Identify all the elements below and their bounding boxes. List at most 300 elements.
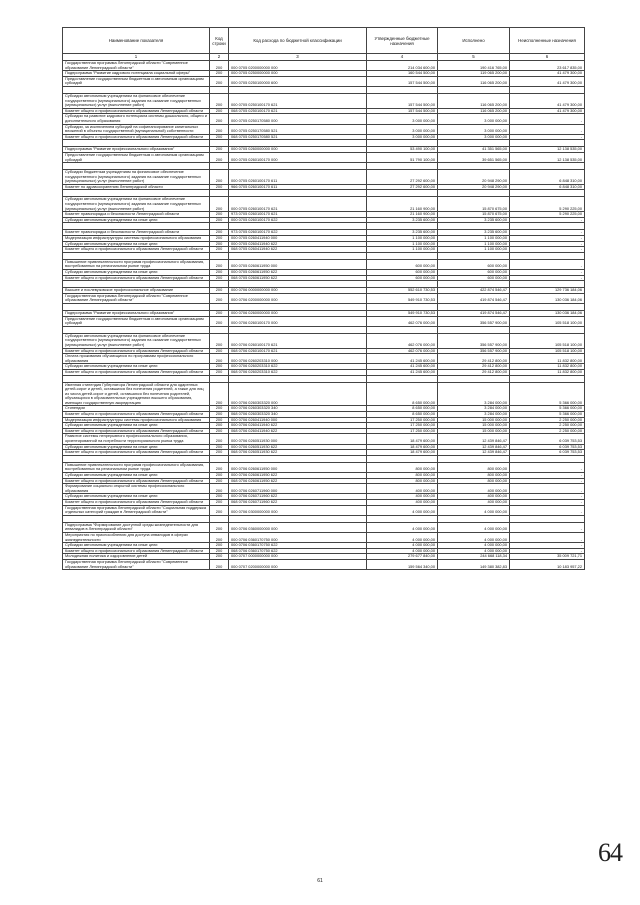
- row-code-cell: 200: [210, 293, 229, 303]
- row-unexecuted-cell: 6 039 753,53: [510, 444, 585, 450]
- spacer-row: [63, 455, 585, 462]
- row-code-cell: 200: [210, 559, 229, 569]
- spacer-cell: [438, 375, 510, 382]
- row-kbk-cell: 000 0706 0260711960 000: [229, 484, 367, 494]
- row-approved-cell: 600 000,00: [367, 270, 438, 276]
- row-code-cell: 200: [210, 288, 229, 294]
- row-executed-cell: 4 000 000,00: [438, 532, 510, 542]
- spacer-cell: [229, 326, 367, 333]
- row-executed-cell: 3 284 000,00: [438, 406, 510, 412]
- row-code-cell: 200: [210, 478, 229, 484]
- row-code-cell: 200: [210, 134, 229, 140]
- column-number: 2: [210, 54, 229, 61]
- row-code-cell: 200: [210, 417, 229, 423]
- column-number: 1: [63, 54, 210, 61]
- spacer-cell: [229, 86, 367, 93]
- row-approved-cell: 21 160 900,00: [367, 212, 438, 218]
- column-number: 5: [438, 54, 510, 61]
- row-approved-cell: 800 000,00: [367, 478, 438, 484]
- table-row: [63, 559, 585, 569]
- row-executed-cell: 15 000 000,00: [438, 423, 510, 429]
- row-code-cell: 200: [210, 382, 229, 406]
- row-code-cell: 200: [210, 108, 229, 114]
- row-approved-cell: 549 910 730,53: [367, 310, 438, 316]
- spacer-cell: [210, 140, 229, 147]
- spacer-cell: [210, 375, 229, 382]
- spacer-cell: [510, 326, 585, 333]
- row-kbk-cell: 000 0707 0200000000 000: [229, 559, 367, 569]
- row-name-cell: Предоставление государственным бюджетным и автономным организациям субсидий: [63, 152, 210, 162]
- row-approved-cell: 462 076 000,00: [367, 348, 438, 354]
- spacer-cell: [367, 375, 438, 382]
- row-code-cell: 200: [210, 170, 229, 185]
- row-approved-cell: 600 000,00: [367, 259, 438, 269]
- spacer-cell: [438, 140, 510, 147]
- row-approved-cell: 18 479 600,00: [367, 444, 438, 450]
- row-name-cell: Молодежная политика и оздоровление детей: [63, 554, 210, 560]
- row-approved-cell: 4 000 000,00: [367, 505, 438, 515]
- row-kbk-cell: 000 0706 0260100170 000: [229, 316, 367, 326]
- row-unexecuted-cell: 41 479 300,00: [510, 108, 585, 114]
- row-unexecuted-cell: 41 479 300,00: [510, 93, 585, 108]
- row-approved-cell: 4 000 000,00: [367, 522, 438, 532]
- row-executed-cell: 149 380 382,83: [438, 559, 510, 569]
- row-unexecuted-cell: 129 736 184,06: [510, 288, 585, 294]
- table-row: [63, 170, 585, 185]
- row-approved-cell: 18 479 600,00: [367, 434, 438, 444]
- row-executed-cell: 20 948 290,00: [438, 170, 510, 185]
- row-executed-cell: 356 557 900,00: [438, 348, 510, 354]
- row-unexecuted-cell: 41 479 300,00: [510, 76, 585, 86]
- row-kbk-cell: 000 0706 0260611950 622: [229, 473, 367, 479]
- spacer-cell: [438, 515, 510, 522]
- row-name-cell: Государственная программа Ленинградской области "Современное образование Ленинградской области": [63, 559, 210, 569]
- row-name-cell: Субсидии бюджетным учреждениям на финансовое обеспечение государственного (муниципального) задания на оказание государственных (муниципальных) услуг (выполнение работ): [63, 170, 210, 185]
- row-name-cell: Подпрограмма "Развитие кадрового потенциала социальной сферы": [63, 71, 210, 77]
- table-row: [63, 532, 585, 542]
- row-unexecuted-cell: -: [510, 548, 585, 554]
- row-unexecuted-cell: -: [510, 499, 585, 505]
- spacer-row: [63, 140, 585, 147]
- table-row: [63, 484, 585, 494]
- row-unexecuted-cell: -: [510, 543, 585, 549]
- row-approved-cell: 4 000 000,00: [367, 543, 438, 549]
- row-unexecuted-cell: -: [510, 478, 585, 484]
- row-unexecuted-cell: 11 832 800,00: [510, 369, 585, 375]
- row-approved-cell: 17 250 000,00: [367, 417, 438, 423]
- row-executed-cell: 3 284 000,00: [438, 382, 510, 406]
- row-kbk-cell: 000 0705 0250000000 000: [229, 71, 367, 77]
- row-name-cell: Комитет общего и профессионального образования Ленинградской области: [63, 275, 210, 281]
- row-kbk-cell: 068 0705 0260411940 622: [229, 247, 367, 253]
- row-executed-cell: 29 412 800,00: [438, 354, 510, 364]
- spacer-cell: [367, 163, 438, 170]
- row-kbk-cell: 068 0706 0260203310 622: [229, 369, 367, 375]
- row-unexecuted-cell: -: [510, 259, 585, 269]
- row-kbk-cell: 000 0705 0260411940 622: [229, 241, 367, 247]
- row-executed-cell: 1 100 000,00: [438, 236, 510, 242]
- handwritten-page-stamp: 64: [598, 838, 622, 867]
- row-unexecuted-cell: 130 036 184,06: [510, 310, 585, 316]
- row-kbk-cell: 000 0706 0260511930 000: [229, 434, 367, 444]
- row-unexecuted-cell: 5 366 000,00: [510, 412, 585, 418]
- row-name-cell: Формирование социально открытой системы профессионального образования: [63, 484, 210, 494]
- spacer-cell: [367, 252, 438, 259]
- row-kbk-cell: 000 0706 0000000000 000: [229, 288, 367, 294]
- row-name-cell: Предоставление государственным бюджетным и автономным организациям субсидий: [63, 316, 210, 326]
- row-executed-cell: 800 000,00: [438, 462, 510, 472]
- row-approved-cell: 27 292 600,00: [367, 170, 438, 185]
- table-row: [63, 197, 585, 212]
- row-unexecuted-cell: 2 250 000,00: [510, 417, 585, 423]
- spacer-cell: [229, 455, 367, 462]
- row-unexecuted-cell: 12 138 535,00: [510, 147, 585, 153]
- spacer-cell: [367, 455, 438, 462]
- row-approved-cell: 4 000 000,00: [367, 532, 438, 542]
- row-kbk-cell: 000 0705 0200000000 000: [229, 61, 367, 71]
- row-name-cell: Государственная программа Ленинградской области "Современное образование Ленинградской области": [63, 293, 210, 303]
- row-name-cell: Субсидии автономным учреждениям на иные цели: [63, 473, 210, 479]
- row-name-cell: Государственная программа Ленинградской области "Социальная поддержка отдельных категорий граждан в Ленинградской области": [63, 505, 210, 515]
- row-name-cell: Подпрограмма "Формирование доступной среды жизнедеятельности для инвалидов в Ленинградской области": [63, 522, 210, 532]
- spacer-cell: [63, 375, 210, 382]
- row-unexecuted-cell: 6 848 310,00: [510, 184, 585, 190]
- row-code-cell: 200: [210, 532, 229, 542]
- row-executed-cell: 29 412 800,00: [438, 364, 510, 370]
- spacer-cell: [510, 252, 585, 259]
- spacer-cell: [438, 223, 510, 230]
- spacer-cell: [438, 163, 510, 170]
- row-name-cell: Субсидии на развитие кадрового потенциала системы дошкольного, общего и дополнительного образования: [63, 114, 210, 124]
- table-row: [63, 354, 585, 364]
- row-code-cell: 200: [210, 499, 229, 505]
- spacer-row: [63, 326, 585, 333]
- row-executed-cell: 3 235 600,00: [438, 217, 510, 223]
- spacer-cell: [510, 515, 585, 522]
- spacer-cell: [510, 281, 585, 288]
- table-row: [63, 316, 585, 326]
- row-name-cell: Развитие системы непрерывного профессионального образования, ориентированной на потребности территориального рынка труда: [63, 434, 210, 444]
- spacer-cell: [367, 326, 438, 333]
- table-row: [63, 293, 585, 303]
- row-executed-cell: 400 000,00: [438, 484, 510, 494]
- row-approved-cell: 800 000,00: [367, 462, 438, 472]
- row-approved-cell: 279 677 840,00: [367, 554, 438, 560]
- row-kbk-cell: 000 0705 0260100170 000: [229, 152, 367, 162]
- row-unexecuted-cell: -: [510, 124, 585, 134]
- spacer-cell: [367, 281, 438, 288]
- row-executed-cell: 20 948 290,00: [438, 184, 510, 190]
- row-kbk-cell: 000 0705 0260611950 622: [229, 270, 367, 276]
- spacer-cell: [63, 455, 210, 462]
- row-name-cell: Субсидии автономным учреждениям на иные цели: [63, 364, 210, 370]
- spacer-cell: [510, 163, 585, 170]
- spacer-cell: [210, 326, 229, 333]
- row-code-cell: 200: [210, 412, 229, 418]
- row-approved-cell: 8 650 000,00: [367, 412, 438, 418]
- row-code-cell: 200: [210, 93, 229, 108]
- spacer-cell: [210, 190, 229, 197]
- row-executed-cell: 4 000 000,00: [438, 505, 510, 515]
- row-code-cell: 200: [210, 354, 229, 364]
- row-kbk-cell: 068 0706 0260711960 622: [229, 499, 367, 505]
- row-name-cell: Субсидии автономным учреждениям на иные цели: [63, 494, 210, 500]
- row-executed-cell: 356 557 900,00: [438, 333, 510, 348]
- spacer-cell: [63, 326, 210, 333]
- row-kbk-cell: 000 0705 0260411940 000: [229, 236, 367, 242]
- row-name-cell: Именная стипендия Губернатора Ленинградской области для одаренных детей-сирот и детей, оставшихся без попечения родителей, а также для лиц из числа детей-сирот и детей, оставшихся без попечения родителей, обучающихся в образовательных учреждениях высшего образования, имеющих государственную аккредитацию: [63, 382, 210, 406]
- spacer-cell: [210, 281, 229, 288]
- page-number: 61: [317, 878, 323, 884]
- row-approved-cell: 400 000,00: [367, 484, 438, 494]
- row-code-cell: 200: [210, 423, 229, 429]
- row-kbk-cell: 000 0706 0360170750 622: [229, 543, 367, 549]
- row-kbk-cell: 973 0705 0260100170 622: [229, 230, 367, 236]
- spacer-cell: [438, 455, 510, 462]
- row-code-cell: 200: [210, 184, 229, 190]
- row-code-cell: 200: [210, 212, 229, 218]
- spacer-cell: [510, 303, 585, 310]
- row-approved-cell: 4 000 000,00: [367, 548, 438, 554]
- row-executed-cell: 422 874 546,47: [438, 288, 510, 294]
- row-approved-cell: 41 245 600,00: [367, 364, 438, 370]
- table-row: [63, 114, 585, 124]
- row-code-cell: 200: [210, 554, 229, 560]
- column-number-row: [63, 54, 585, 61]
- row-name-cell: Субсидии автономным учреждениям на иные цели: [63, 423, 210, 429]
- row-executed-cell: 116 065 200,00: [438, 76, 510, 86]
- spacer-row: [63, 190, 585, 197]
- row-kbk-cell: 000 0706 0360000000 000: [229, 522, 367, 532]
- spacer-cell: [229, 252, 367, 259]
- row-code-cell: 200: [210, 236, 229, 242]
- row-unexecuted-cell: 5 366 000,00: [510, 406, 585, 412]
- row-code-cell: 200: [210, 61, 229, 71]
- spacer-row: [63, 252, 585, 259]
- row-executed-cell: 600 000,00: [438, 270, 510, 276]
- row-name-cell: Комитет правопорядка и безопасности Ленинградской области: [63, 230, 210, 236]
- spacer-row: [63, 515, 585, 522]
- row-kbk-cell: 000 0705 0250170580 521: [229, 124, 367, 134]
- row-kbk-cell: 068 0706 0260100170 621: [229, 348, 367, 354]
- row-executed-cell: 244 668 118,34: [438, 554, 510, 560]
- row-approved-cell: 8 650 000,00: [367, 382, 438, 406]
- row-executed-cell: 4 000 000,00: [438, 548, 510, 554]
- row-code-cell: 200: [210, 310, 229, 316]
- spacer-cell: [210, 455, 229, 462]
- row-executed-cell: 3 000 000,00: [438, 114, 510, 124]
- spacer-cell: [438, 281, 510, 288]
- header-approved: Утвержденные бюджетные назначения: [367, 28, 438, 54]
- row-unexecuted-cell: -: [510, 247, 585, 253]
- table-row: [63, 462, 585, 472]
- row-approved-cell: 549 910 730,53: [367, 293, 438, 303]
- spacer-cell: [63, 140, 210, 147]
- row-executed-cell: 12 439 846,47: [438, 450, 510, 456]
- column-number: 6: [510, 54, 585, 61]
- row-name-cell: Повышение привлекательности программ профессионального образования, востребованных на региональном рынке труда: [63, 462, 210, 472]
- table-row: [63, 76, 585, 86]
- row-code-cell: 200: [210, 230, 229, 236]
- header-executed: Исполнено: [438, 28, 510, 54]
- header-name: Наименование показателя: [63, 28, 210, 54]
- row-unexecuted-cell: 105 518 100,00: [510, 316, 585, 326]
- row-kbk-cell: 000 0705 0260100170 621: [229, 197, 367, 212]
- row-approved-cell: 41 245 600,00: [367, 369, 438, 375]
- row-kbk-cell: 000 0706 0260000000 000: [229, 310, 367, 316]
- row-kbk-cell: 000 0706 0260511930 622: [229, 444, 367, 450]
- row-approved-cell: 1 100 000,00: [367, 241, 438, 247]
- row-executed-cell: 15 870 675,00: [438, 212, 510, 218]
- row-kbk-cell: 000 0706 0260411940 622: [229, 423, 367, 429]
- row-code-cell: 200: [210, 348, 229, 354]
- row-code-cell: 200: [210, 406, 229, 412]
- row-code-cell: 200: [210, 369, 229, 375]
- spacer-cell: [63, 515, 210, 522]
- row-code-cell: 200: [210, 462, 229, 472]
- row-name-cell: Модернизация инфраструктуры системы профессионального образования: [63, 417, 210, 423]
- spacer-cell: [229, 303, 367, 310]
- row-code-cell: 200: [210, 450, 229, 456]
- table-row: [63, 259, 585, 269]
- row-kbk-cell: 000 0705 0260100170 622: [229, 217, 367, 223]
- row-approved-cell: 462 076 000,00: [367, 316, 438, 326]
- row-kbk-cell: 000 0705 0250170580 000: [229, 114, 367, 124]
- row-unexecuted-cell: 105 518 100,00: [510, 333, 585, 348]
- spacer-cell: [438, 326, 510, 333]
- row-unexecuted-cell: 105 518 100,00: [510, 348, 585, 354]
- spacer-cell: [367, 140, 438, 147]
- row-executed-cell: 12 439 846,47: [438, 444, 510, 450]
- row-name-cell: Подпрограмма "Развитие профессионального образования": [63, 310, 210, 316]
- row-unexecuted-cell: 11 832 800,00: [510, 354, 585, 364]
- row-unexecuted-cell: 10 183 957,22: [510, 559, 585, 569]
- row-kbk-cell: 000 0705 0260611950 000: [229, 259, 367, 269]
- row-name-cell: Мероприятия по приспособлению для доступа инвалидов в сферах жизнедеятельности: [63, 532, 210, 542]
- row-kbk-cell: 000 0706 0260203310 622: [229, 364, 367, 370]
- spacer-cell: [63, 252, 210, 259]
- row-executed-cell: 3 000 000,00: [438, 124, 510, 134]
- row-name-cell: Комитет правопорядка и безопасности Ленинградской области: [63, 212, 210, 218]
- spacer-cell: [438, 86, 510, 93]
- row-name-cell: Комитет общего и профессионального образования Ленинградской области: [63, 412, 210, 418]
- table-row: [63, 434, 585, 444]
- row-unexecuted-cell: -: [510, 114, 585, 124]
- spacer-row: [63, 163, 585, 170]
- row-unexecuted-cell: -: [510, 236, 585, 242]
- spacer-row: [63, 223, 585, 230]
- table-row: [63, 124, 585, 134]
- column-number: 3: [229, 54, 367, 61]
- row-code-cell: 200: [210, 505, 229, 515]
- table-row: [63, 152, 585, 162]
- row-executed-cell: 29 412 800,00: [438, 369, 510, 375]
- row-approved-cell: 800 000,00: [367, 473, 438, 479]
- spacer-cell: [510, 190, 585, 197]
- table-row: [63, 93, 585, 108]
- row-name-cell: Модернизация инфраструктуры системы профессионального образования: [63, 236, 210, 242]
- row-approved-cell: 462 076 000,00: [367, 333, 438, 348]
- row-executed-cell: 600 000,00: [438, 259, 510, 269]
- row-approved-cell: 3 235 600,00: [367, 230, 438, 236]
- row-name-cell: Государственная программа Ленинградской области "Современное образование Ленинградской области": [63, 61, 210, 71]
- spacer-cell: [63, 281, 210, 288]
- row-executed-cell: 1 100 000,00: [438, 241, 510, 247]
- header-unexecuted: Неисполненные назначения: [510, 28, 585, 54]
- spacer-cell: [63, 163, 210, 170]
- spacer-row: [63, 281, 585, 288]
- row-executed-cell: 800 000,00: [438, 473, 510, 479]
- row-executed-cell: 12 439 846,47: [438, 434, 510, 444]
- row-approved-cell: 17 250 000,00: [367, 428, 438, 434]
- row-code-cell: 200: [210, 71, 229, 77]
- row-name-cell: Стипендии: [63, 406, 210, 412]
- row-approved-cell: 3 000 000,00: [367, 114, 438, 124]
- row-approved-cell: 27 292 600,00: [367, 184, 438, 190]
- table-row: [63, 522, 585, 532]
- row-unexecuted-cell: -: [510, 494, 585, 500]
- row-name-cell: Комитет общего и профессионального образования Ленинградской области: [63, 108, 210, 114]
- row-code-cell: 200: [210, 247, 229, 253]
- row-approved-cell: 1 100 000,00: [367, 236, 438, 242]
- row-unexecuted-cell: -: [510, 522, 585, 532]
- row-kbk-cell: 068 0706 0260303320 340: [229, 412, 367, 418]
- row-name-cell: Субсидии автономным учреждениям на иные цели: [63, 543, 210, 549]
- spacer-cell: [367, 515, 438, 522]
- row-unexecuted-cell: 35 009 721,71: [510, 554, 585, 560]
- row-unexecuted-cell: -: [510, 241, 585, 247]
- spacer-cell: [63, 86, 210, 93]
- row-kbk-cell: 068 0705 0260611950 622: [229, 275, 367, 281]
- row-executed-cell: 400 000,00: [438, 494, 510, 500]
- table-row: [63, 61, 585, 71]
- row-approved-cell: 157 544 500,00: [367, 76, 438, 86]
- row-unexecuted-cell: 5 366 000,00: [510, 382, 585, 406]
- row-kbk-cell: 000 0705 0260100170 611: [229, 170, 367, 185]
- row-executed-cell: 15 870 675,00: [438, 197, 510, 212]
- row-kbk-cell: 000 0706 0260411940 000: [229, 417, 367, 423]
- header-kbk: Код расхода по бюджетной классификации: [229, 28, 367, 54]
- row-name-cell: Предоставление государственным бюджетным и автономным организациям субсидий: [63, 76, 210, 86]
- row-kbk-cell: 000 0705 0250100000 600: [229, 76, 367, 86]
- row-kbk-cell: 068 0706 0260611950 622: [229, 478, 367, 484]
- row-executed-cell: 119 065 200,00: [438, 71, 510, 77]
- row-approved-cell: 1 100 000,00: [367, 247, 438, 253]
- table-header-row: [63, 28, 585, 54]
- row-code-cell: 200: [210, 259, 229, 269]
- row-name-cell: Субсидии, за исключением субсидий на софинансирование капитальных вложений в объекты государственной (муниципальной) собственности: [63, 124, 210, 134]
- spacer-cell: [210, 86, 229, 93]
- row-name-cell: Комитет общего и профессионального образования Ленинградской области: [63, 450, 210, 456]
- row-executed-cell: 3 000 000,00: [438, 134, 510, 140]
- spacer-cell: [229, 163, 367, 170]
- spacer-cell: [210, 252, 229, 259]
- budget-execution-table: [62, 27, 585, 570]
- row-unexecuted-cell: 23 617 835,00: [510, 61, 585, 71]
- spacer-row: [63, 375, 585, 382]
- row-code-cell: 200: [210, 364, 229, 370]
- table-row: [63, 382, 585, 406]
- row-code-cell: 200: [210, 147, 229, 153]
- table-body: [63, 61, 585, 570]
- spacer-cell: [510, 375, 585, 382]
- row-approved-cell: 53 490 100,00: [367, 147, 438, 153]
- spacer-cell: [210, 163, 229, 170]
- row-kbk-cell: 000 0707 0000000000 000: [229, 554, 367, 560]
- row-approved-cell: 3 000 000,00: [367, 124, 438, 134]
- header-code: Код строки: [210, 28, 229, 54]
- row-kbk-cell: 000 0706 0260100170 621: [229, 333, 367, 348]
